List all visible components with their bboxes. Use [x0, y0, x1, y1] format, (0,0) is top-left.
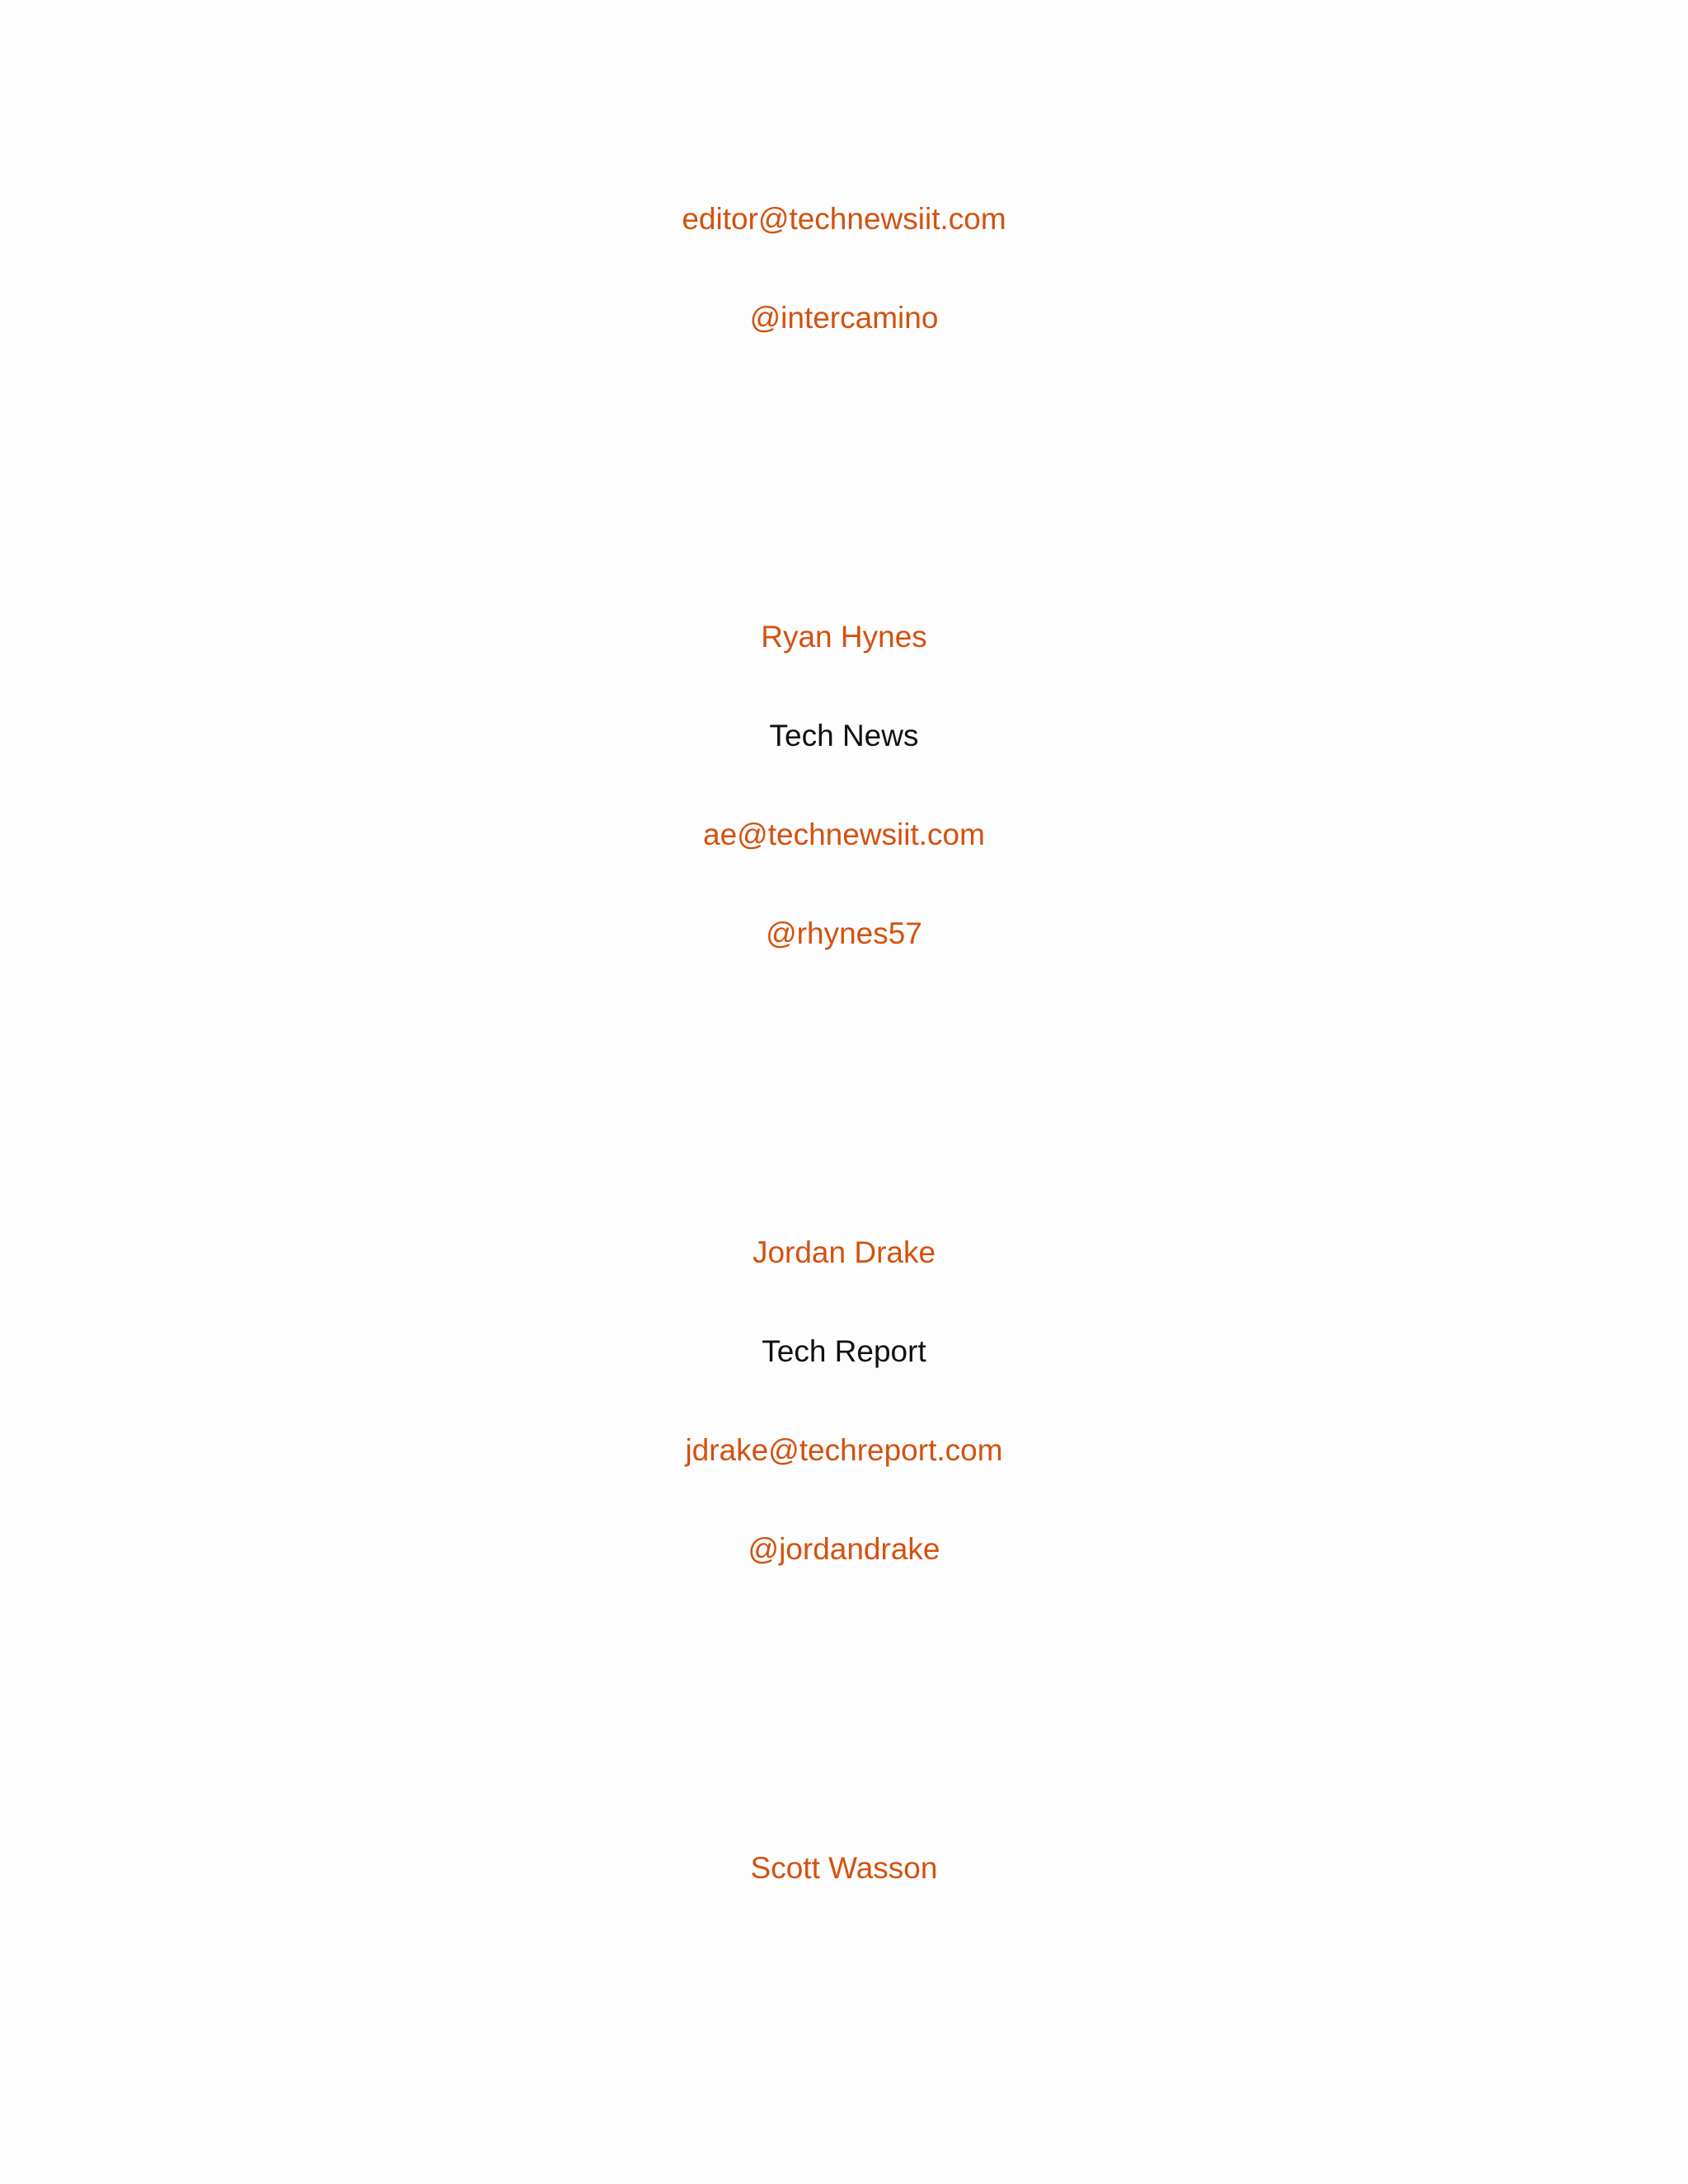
contact-name[interactable]: Jordan Drake	[752, 1235, 936, 1269]
contact-email[interactable]: jdrake@techreport.com	[685, 1433, 1003, 1467]
contact-email[interactable]: ae@technewsiit.com	[703, 818, 985, 851]
contact-handle[interactable]: @rhynes57	[766, 916, 922, 950]
contact-outlet: Tech News	[769, 719, 919, 752]
contact-name[interactable]: Scott Wasson	[750, 1851, 938, 1885]
contact-handle[interactable]: @jordandrake	[748, 1532, 940, 1566]
contact-email[interactable]: editor@technewsiit.com	[682, 202, 1006, 236]
contact-name[interactable]: Ryan Hynes	[761, 620, 927, 654]
contact-outlet: Tech Report	[762, 1334, 926, 1368]
contact-handle[interactable]: @intercamino	[749, 301, 939, 335]
